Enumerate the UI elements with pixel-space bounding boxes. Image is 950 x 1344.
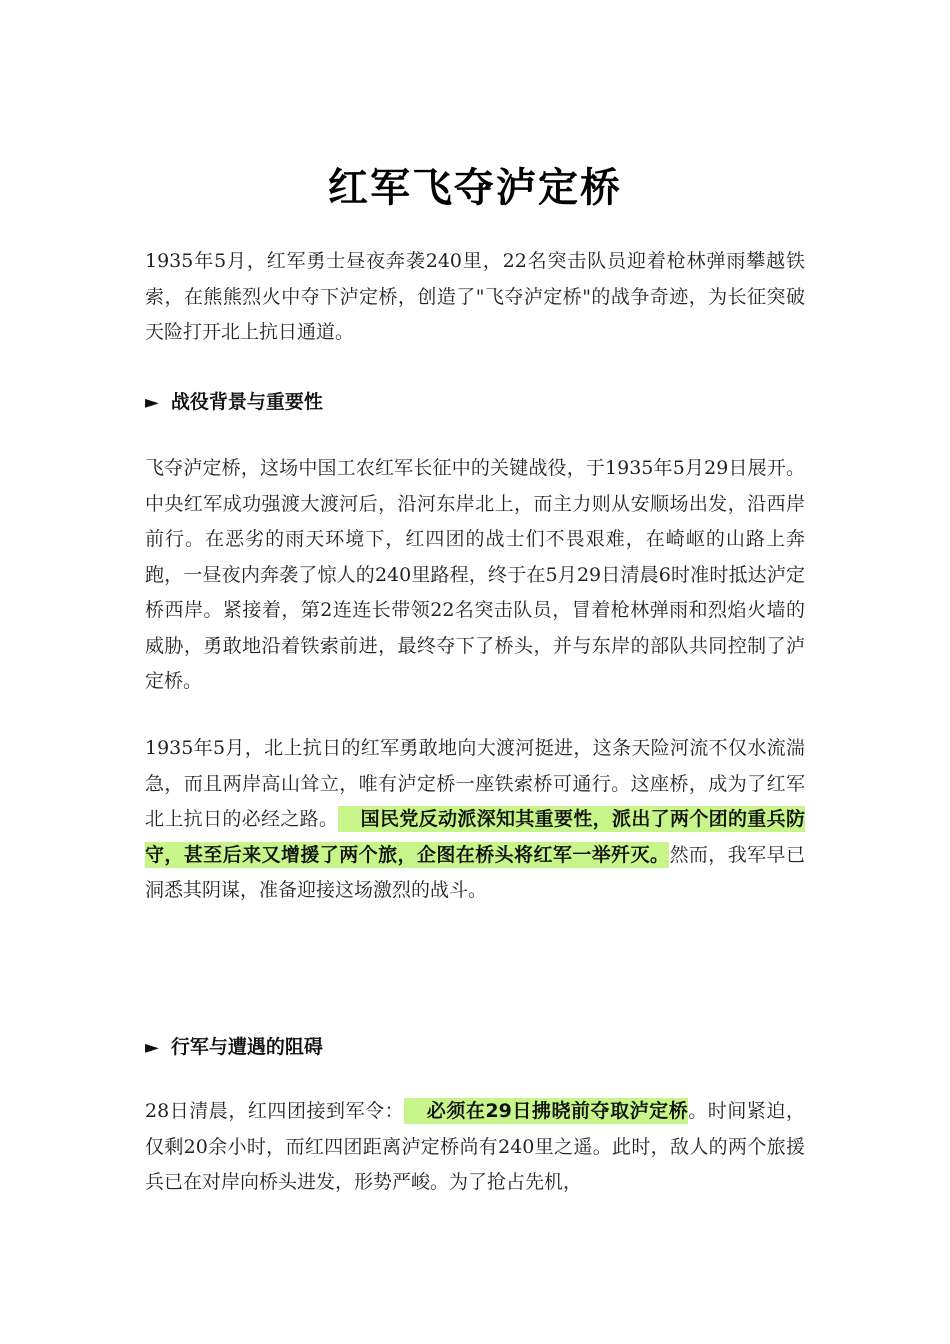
highlighted-text-content: 必须在29日拂晓前夺取泸定桥 <box>426 1100 689 1122</box>
paragraph-text: 1935年5月，北上抗日的红军勇敢地向大渡河挺进，这条天险河流不仅水流湍急，而且两岸高山耸立，唯有泸定桥一座铁索桥可通行。这座桥，成为了红军北上抗日的必经之路。 <box>145 737 805 830</box>
section-heading-background <box>145 387 805 418</box>
intro-paragraph: 1935年5月，红军勇士昼夜奔袭240里，22名突击队员迎着枪林弹雨攀越铁索，在熊熊烈火中夺下泸定桥，创造了"飞夺泸定桥"的战争奇迹，为长征突破天险打开北上抗日通道。 <box>145 250 805 343</box>
triangle-bullet-icon: ► <box>145 392 159 413</box>
paragraph-text: 。时间紧迫，仅剩20余小时，而红四团距离泸定桥尚有240里之遥。此时，敌人的两个旅援兵已在对岸向桥头进发，形势严峻。为了抢占先机， <box>145 1100 805 1193</box>
section-heading-march <box>145 1032 805 1063</box>
highlighted-text-content: 国民党反动派深知其重要性，派出了两个团的重兵防守，甚至后来又增援了两个旅，企图在桥头将红军一举歼灭。 <box>145 808 805 866</box>
march-paragraph <box>145 1094 805 1201</box>
page-title: 红军飞夺泸定桥 <box>328 164 622 211</box>
importance-paragraph <box>145 731 805 909</box>
paragraph-text: 然而，我军早已洞悉其阴谋，准备迎接这场激烈的战斗。 <box>145 843 805 901</box>
section-heading-label: 战役背景与重要性 <box>170 391 323 413</box>
background-paragraph: 飞夺泸定桥，这场中国工农红军长征中的关键战役，于1935年5月29日展开。中央红军成功强渡大渡河后，沿河东岸北上，而主力则从安顺场出发，沿西岸前行。在恶劣的雨天环境下，红四团的战士们不畏艰难，在崎岖的山路上奔跑，一昼夜内奔袭了惊人的240里路程，终于在5月29日清晨6时准时抵达泸定桥西岸。紧接着，第2连连长带领22名突击队员，冒着枪林弹雨和烈焰火墙的威胁，勇敢地沿着铁索前进，最终夺下了桥头，并与东岸的部队共同控制了泸定桥。 <box>145 457 805 692</box>
triangle-bullet-icon: ► <box>145 1037 159 1058</box>
section-heading-label: 行军与遭遇的阻碍 <box>170 1036 323 1058</box>
highlighted-text <box>404 1098 688 1124</box>
paragraph-text: 28日清晨，红四团接到军令： <box>145 1100 405 1122</box>
